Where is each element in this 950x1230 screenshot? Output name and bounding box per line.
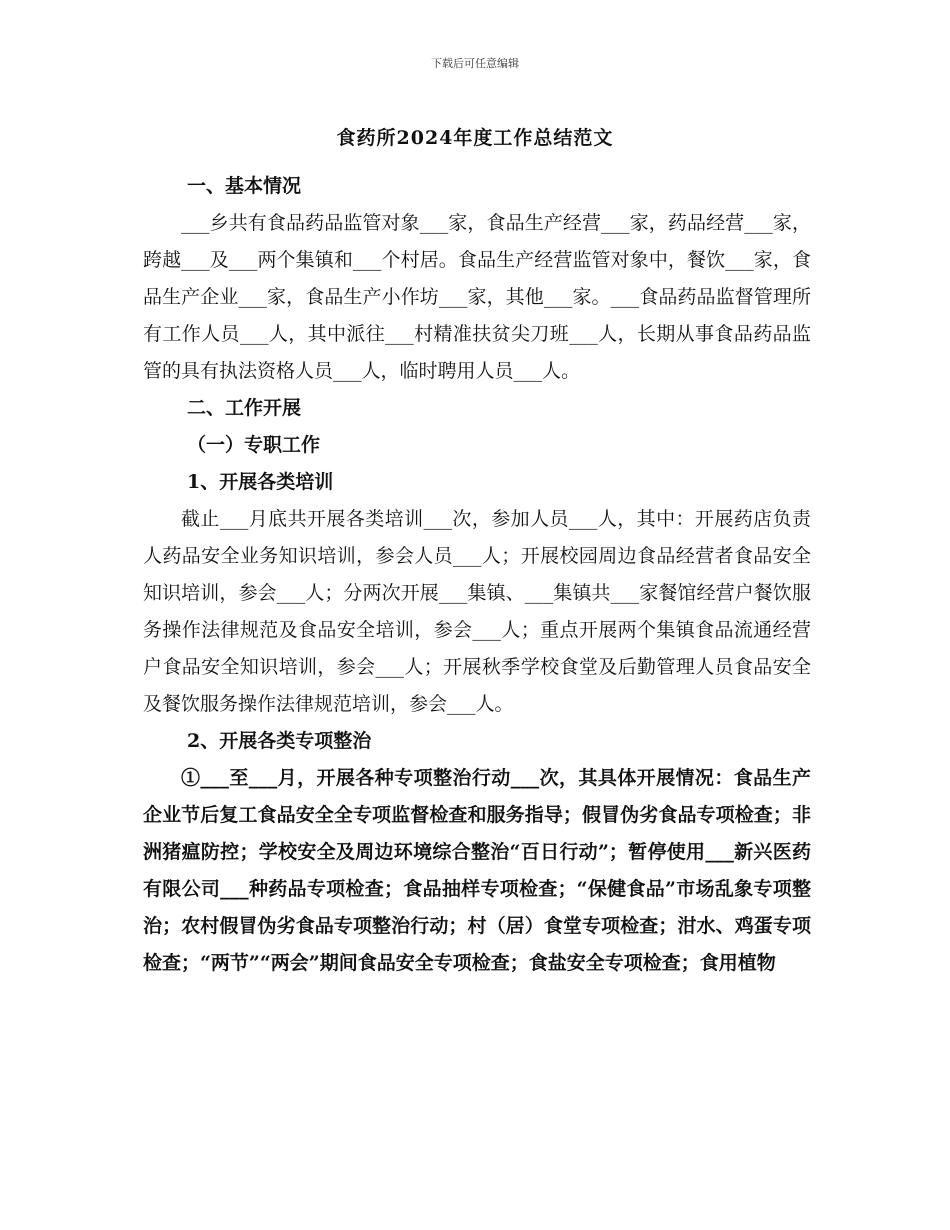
section-heading-work: 二、工作开展 <box>187 397 302 419</box>
item-heading-training: 1、开展各类培训 <box>187 471 334 493</box>
paragraph-basic-situation: ___乡共有食品药品监管对象___家，食品生产经营___家，药品经营___家，跨越___及___两个集镇和___个村居。食品生产经营监管对象中，餐饮___家，食品生产企业___家，食品生产小作坊___家，其他___家。___食品药品监督管理所有工作人员___人，其中派往___村精准扶贫尖刀班___人，长期从事食品药品监管的具有执法资格人员___人，临时聘用人员___人。 <box>143 212 811 382</box>
document-body <box>143 168 811 982</box>
subsection-heading-fulltime: （一）专职工作 <box>187 434 321 456</box>
paragraph-training: 截止___月底共开展各类培训___次，参加人员___人，其中：开展药店负责人药品安全业务知识培训，参会人员___人；开展校园周边食品经营者食品安全知识培训，参会___人；分两次开展___集镇、___集镇共___家餐馆经营户餐饮服务操作法律规范及食品安全培训，参会___人；重点开展两个集镇食品流通经营户食品安全知识培训，参会___人；开展秋季学校食堂及后勤管理人员食品安全及餐饮服务操作法律规范培训，参会___人。 <box>143 508 811 715</box>
section-heading-basic: 一、基本情况 <box>187 175 302 197</box>
header-note: 下载后可任意编辑 <box>431 57 519 70</box>
paragraph-special-rectification: ①___至___月，开展各种专项整治行动___次，其具体开展情况：食品生产企业节后复工食品安全全专项监督检查和服务指导；假冒伪劣食品专项检查；非洲猪瘟防控；学校安全及周边环境综合整治“百日行动”；暂停使用___新兴医药有限公司___种药品专项检查；食品抽样专项检查；“保健食品”市场乱象专项整治；农村假冒伪劣食品专项整治行动；村（居）食堂专项检查；泔水、鸡蛋专项检查；“两节”“两会”期间食品安全专项检查；食盐安全专项检查；食用植物 <box>143 767 811 974</box>
document-title: 食药所2024年度工作总结范文 <box>336 127 614 149</box>
item-heading-special-rectification: 2、开展各类专项整治 <box>187 730 372 752</box>
